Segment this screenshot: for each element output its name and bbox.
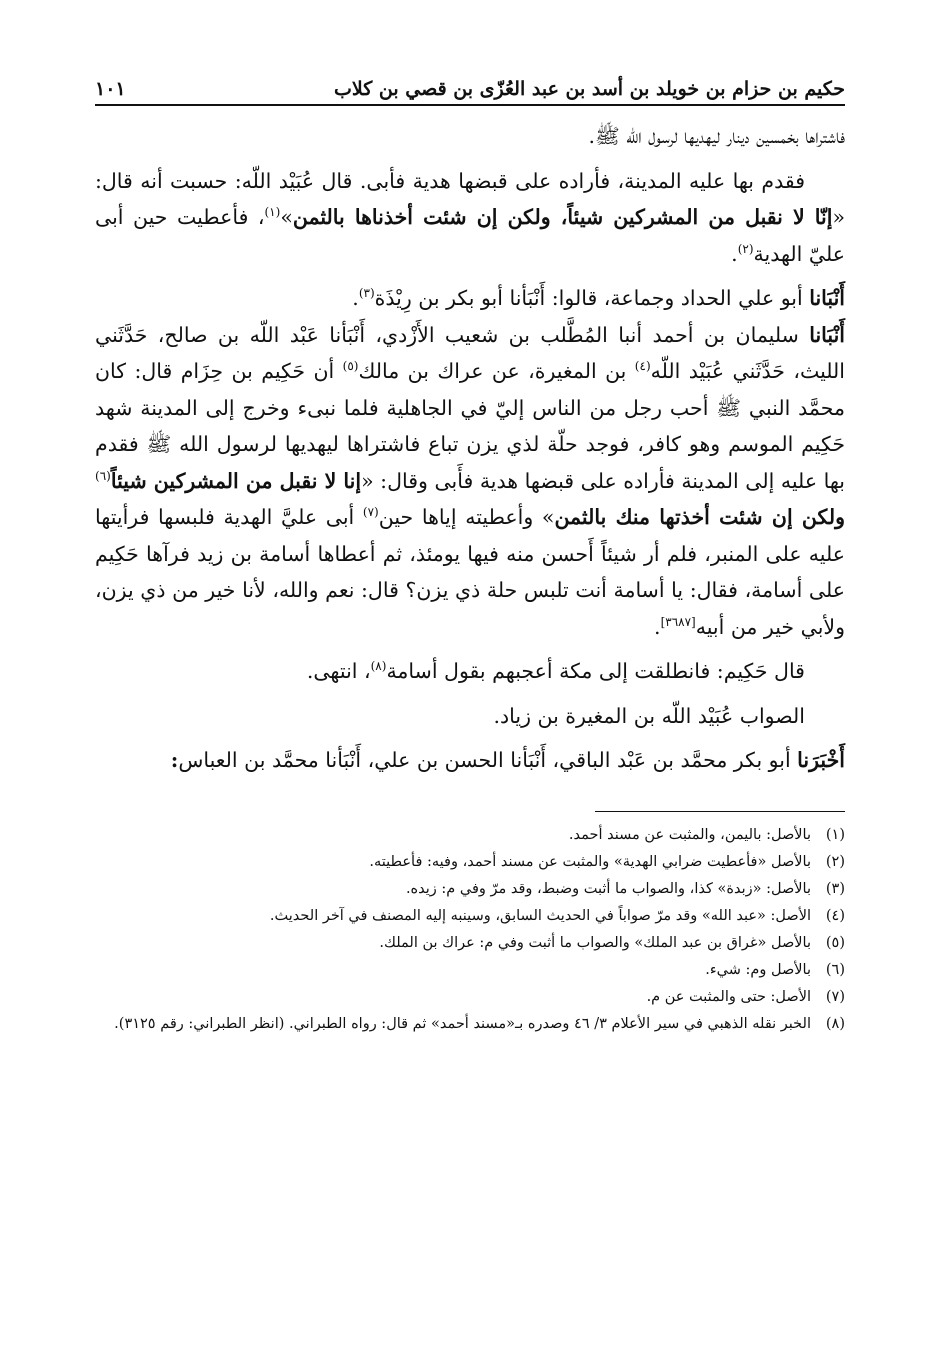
paragraph-1-text: فاشتراها بخمسين دينار ليهديها لرسول الله ﷺ. — [588, 124, 845, 148]
paragraph-4-text-a: سليمان بن أحمد أنبا المُطَّلب بن شعيب الأَزْدي، أَنْبَأنا عَبْد اللّه بن صالح، حَدَّثَني الليث، حَدَّثَني عُبَيْد اللّه — [95, 322, 846, 383]
paragraph-3-text-b: . — [352, 286, 359, 310]
paragraph-7-lead: أَخْبَرَنا — [797, 748, 845, 772]
paragraph-4 — [95, 317, 845, 646]
footnote-ref-8: (٨) — [370, 659, 387, 674]
footnote-text: بالأصل وم: شيء. — [705, 961, 811, 978]
footnote-text: بالأصل «فأعطيت ضرابي الهدية» والمثبت عن مسند أحمد، وفيه: فأعطيته. — [369, 853, 811, 870]
hadith-number: [٣٦٨٧] — [660, 614, 696, 629]
footnote-number: (٤) — [825, 907, 845, 924]
paragraph-4-lead: أَنْبَانا — [809, 322, 845, 347]
footnote-5 — [95, 930, 845, 957]
footnote-number: (٢) — [825, 853, 845, 870]
footnote-ref-5: (٥) — [342, 359, 359, 374]
footnotes — [95, 822, 845, 1038]
footnote-text: بالأصل «غراق بن عبد الملك» والصواب ما أثبت وفي م: عراك بن الملك. — [379, 934, 811, 951]
footnote-text: بالأصل: باليمن، والمثبت عن مسند أحمد. — [568, 826, 811, 843]
paragraph-4-text-d: » وأعطيته إياها حين — [378, 505, 555, 529]
paragraph-4-quote-a: إنا لا نقبل من المشركين شيئاً — [110, 468, 362, 493]
footnote-number: (٥) — [825, 934, 845, 951]
paragraph-4-text-f: . — [654, 614, 661, 639]
paragraph-2-text-c: ، فأعطيت حين أبى عليّ الهدية — [95, 205, 845, 266]
paragraph-3-lead: أَنْبَانا — [809, 286, 845, 310]
footnote-6 — [95, 957, 845, 984]
footnote-ref-3: (٣) — [358, 286, 375, 301]
footnote-ref-7: (٧) — [362, 505, 379, 520]
paragraph-7-colon: : — [170, 748, 179, 772]
running-header — [95, 60, 845, 106]
paragraph-5 — [95, 653, 845, 690]
footnote-number: (٣) — [825, 880, 845, 897]
footnote-ref-4: (٤) — [634, 359, 651, 374]
footnote-text: الأصل: «عبد الله» وقد مرّ صواباً في الحديث السابق، وسينبه إليه المصنف في آخر الحديث. — [269, 907, 811, 924]
paragraph-2-quote: إنّا لا نقبل من المشركين شيئاً، ولكن إن شئت أخذناها بالثمن — [292, 205, 833, 229]
paragraph-3 — [95, 280, 845, 317]
footnote-number: (٦) — [825, 961, 845, 978]
footnote-text: الأصل: حتى والمثبت عن م. — [646, 988, 811, 1005]
paragraph-2-text-d: . — [731, 241, 738, 266]
paragraph-2-text-a: فقدم بها عليه المدينة، فأراده على قبضها هدية فأبى. قال عُبَيْد اللّه: حسبت أنه قال: « — [95, 168, 845, 229]
footnote-separator — [595, 811, 845, 812]
paragraph-7-text: أبو بكر محمَّد بن عَبْد الباقي، أَنْبَأنا الحسن بن علي، أَنْبَأنا محمَّد بن العباس — [178, 748, 798, 772]
footnote-number: (٨) — [825, 1015, 845, 1032]
paragraph-4-text-e: أبى عليَّ الهدية فلبسها فرأيتها عليه على المنبر، فلم أر شيئاً أَحسن منه فيها يومئذ، ثم أعطاها أسامة بن زيد فرآها حَكِيم على أسامة، فقال: يا أسامة أنت تلبس حلة ذي يزن؟ قال: نعم والله، لأنا خير من ذي يزن، ولأبي خير من أبيه — [95, 505, 845, 639]
book-page — [95, 60, 845, 1038]
paragraph-2 — [95, 163, 845, 273]
footnote-2 — [95, 849, 845, 876]
footnote-4 — [95, 903, 845, 930]
footnote-text: بالأصل: «زبدة» كذا، والصواب ما أثبت وضبط، وقد مرّ وفي م: زيده. — [405, 880, 811, 897]
paragraph-6-text: الصواب عُبَيْد اللّه بن المغيرة بن زياد. — [493, 703, 805, 728]
paragraph-3-text-a: أبو علي الحداد وجماعة، قالوا: أَنْبَأنا أبو بكر بن رِيْذَة — [374, 286, 810, 310]
footnote-number: (٧) — [825, 988, 845, 1005]
page-number: ١٠١ — [95, 78, 126, 100]
footnote-8 — [95, 1011, 845, 1038]
paragraph-6 — [95, 698, 845, 735]
footnote-ref-1: (١) — [264, 205, 281, 220]
footnote-3 — [95, 876, 845, 903]
main-text — [95, 118, 845, 779]
paragraph-4-text-c: أن حَكِيم بن حِزَام قال: كان محمَّد النبي ﷺ أحب رجل من الناس إليّ في الجاهلية فلما نبىء وخرج إلى المدينة شهد حَكِيم الموسم وهو كافر، فوجد حلّة لذي يزن تباع فاشتراها ليهديها لرسول الله ﷺ فقدم بها عليه إلى المدينة فأراده على قبضها هدية فأَبى وقال: « — [95, 359, 845, 493]
footnote-text: الخبر نقله الذهبي في سير الأعلام ٣/ ٤٦ وصدره بـ«مسند أحمد» ثم قال: رواه الطبراني. (انظر الطبراني: رقم ٣١٢٥). — [114, 1015, 811, 1032]
paragraph-1 — [95, 118, 845, 155]
paragraph-7 — [95, 742, 845, 779]
paragraph-5-text-a: قال حَكِيم: فانطلقت إلى مكة أعجبهم بقول أسامة — [386, 659, 805, 683]
footnote-ref-2: (٢) — [737, 241, 754, 256]
paragraph-2-text-b: » — [280, 205, 293, 229]
footnote-ref-6: (٦) — [95, 468, 111, 483]
paragraph-5-text-b: ، انتهى. — [306, 659, 371, 683]
footnote-7 — [95, 984, 845, 1011]
paragraph-4-quote-b: ولكن إن شئت أخذتها منك بالثمن — [554, 505, 845, 529]
footnote-1 — [95, 822, 845, 849]
paragraph-4-text-b: بن المغيرة، عن عراك بن مالك — [358, 359, 635, 383]
running-title: حكيم بن حزام بن خويلد بن أسد بن عبد العُزّى بن قصي بن كلاب — [334, 78, 845, 100]
footnote-number: (١) — [825, 826, 845, 843]
